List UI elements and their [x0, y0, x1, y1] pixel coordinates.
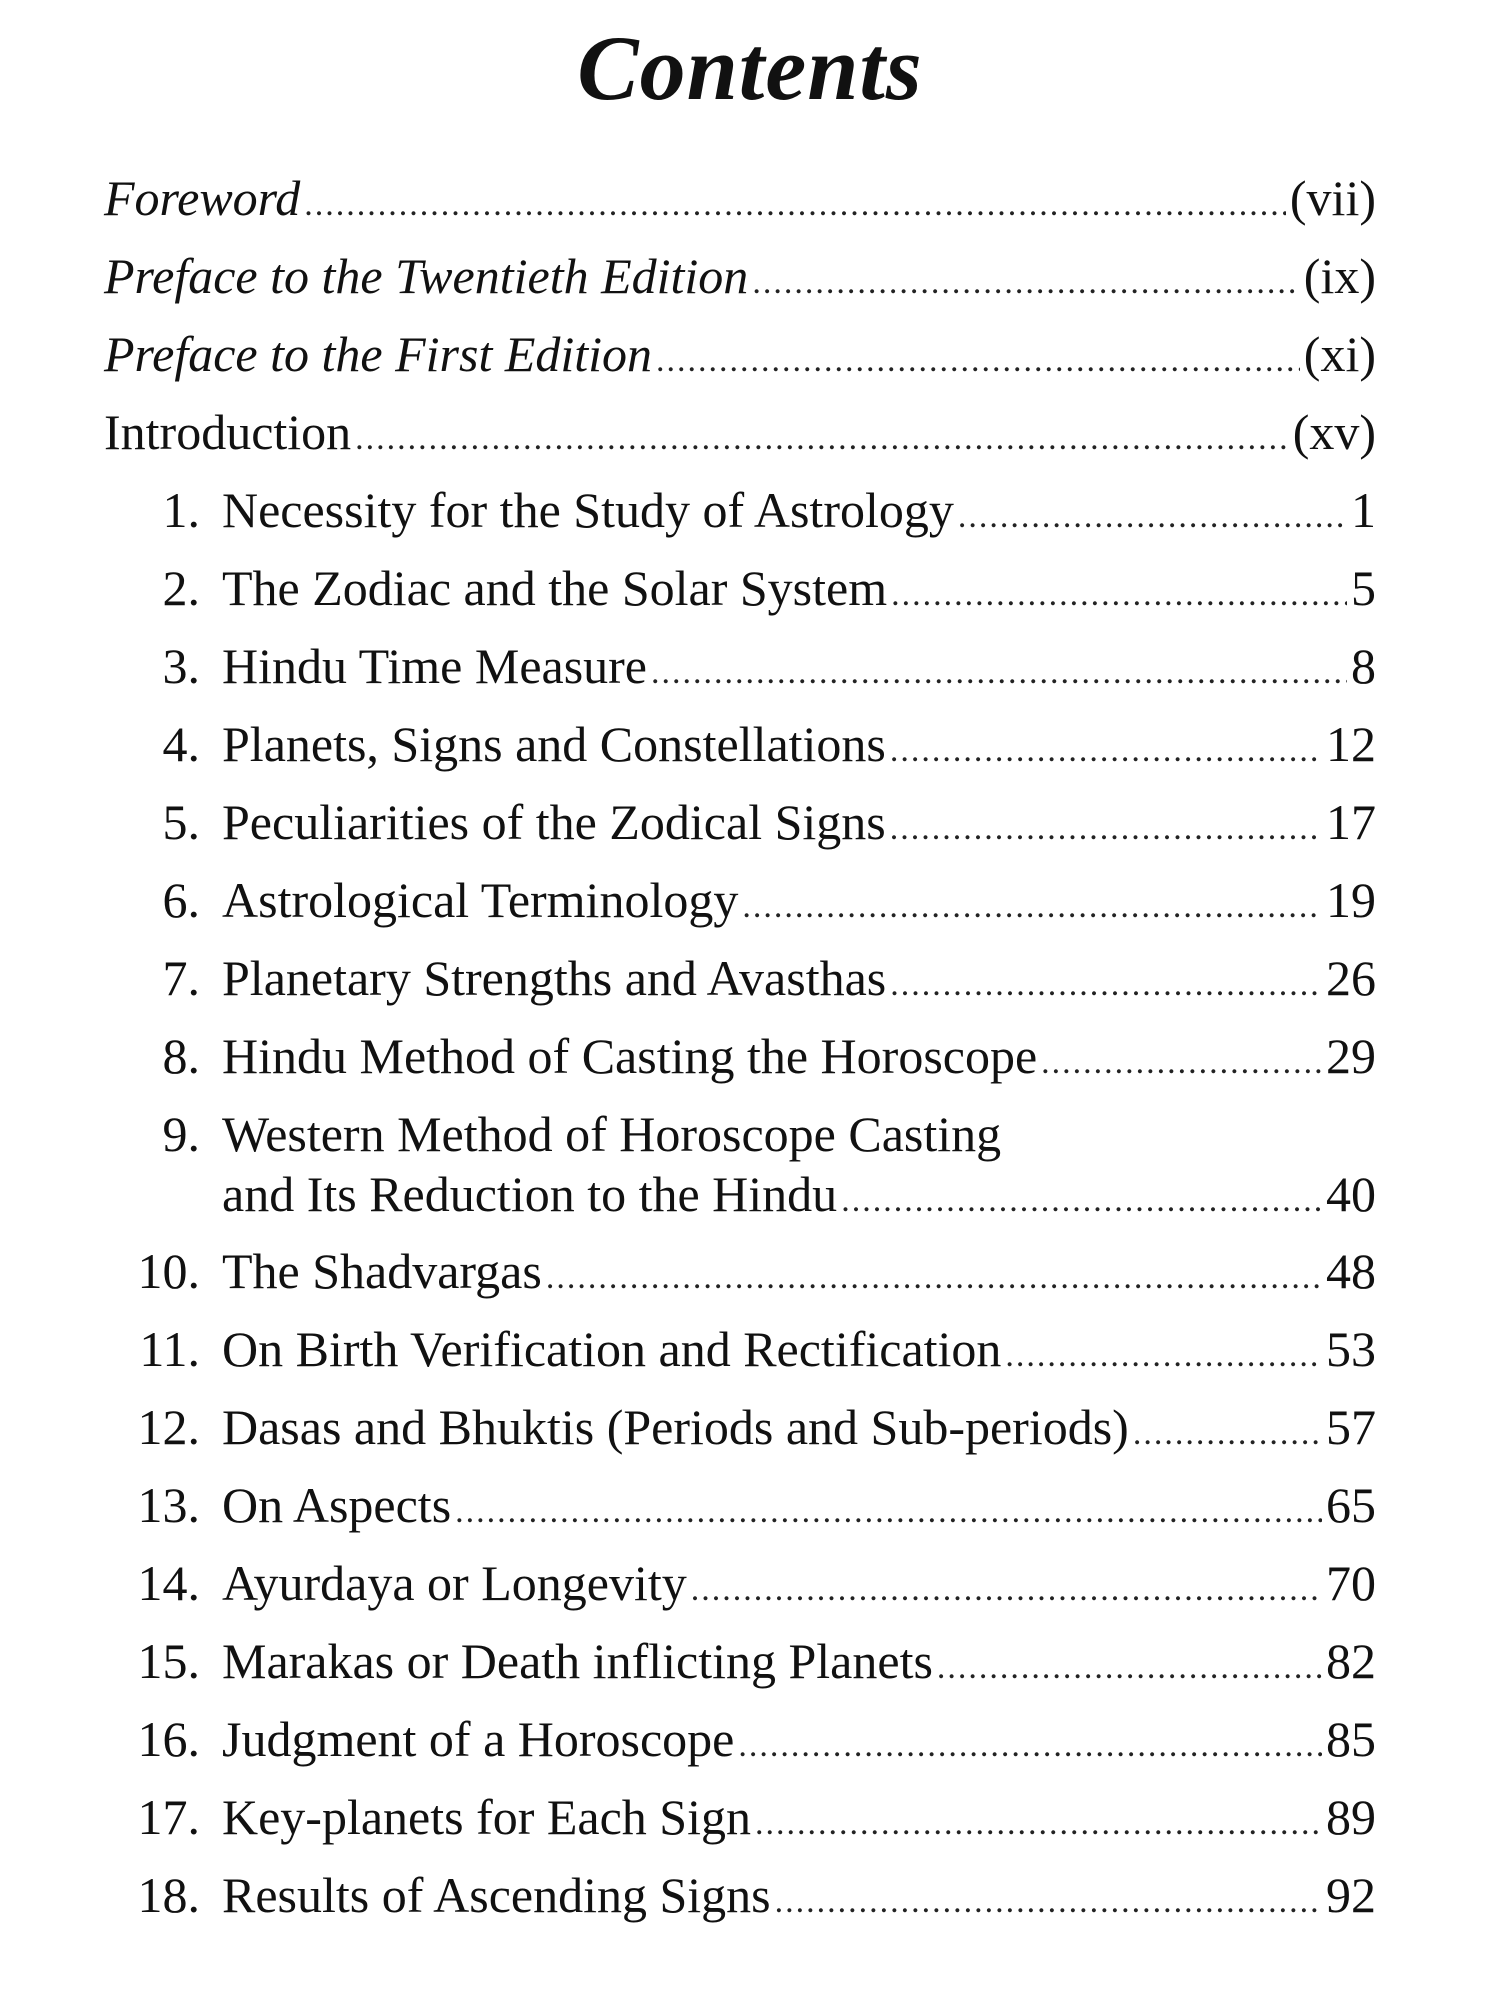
chapter-number: 8. [162, 1028, 200, 1084]
chapter-title: On Aspects [222, 1477, 452, 1533]
dot-leader [890, 721, 1322, 781]
chapter-number: 14. [137, 1555, 200, 1611]
chapter-title: The Zodiac and the Solar System [222, 560, 888, 616]
dot-leader [937, 1638, 1322, 1698]
toc-chapter-entry [104, 714, 1376, 792]
toc-chapter-entry [104, 558, 1376, 636]
dot-leader [841, 1171, 1322, 1231]
toc-chapter-entry [104, 636, 1376, 714]
chapter-number: 17. [137, 1789, 200, 1845]
toc-chapter-entry [104, 1104, 1376, 1241]
toc-entry-preface-twentieth [104, 246, 1376, 324]
toc-entry-page: (xi) [1303, 326, 1376, 382]
dot-leader [752, 253, 1299, 313]
chapter-number: 16. [137, 1711, 200, 1767]
dot-leader [1005, 1326, 1322, 1386]
chapter-title: Marakas or Death inflicting Planets [222, 1633, 933, 1689]
toc-chapter-entry [104, 480, 1376, 558]
toc-entry-title: Introduction [104, 404, 352, 460]
dot-leader [691, 1560, 1322, 1620]
toc-chapter-entry [104, 1397, 1376, 1475]
chapter-title: Hindu Time Measure [222, 638, 647, 694]
chapter-page: 26 [1326, 950, 1376, 1006]
page-title: Contents [577, 17, 923, 119]
chapter-title-line-1: Western Method of Horoscope Casting [222, 1106, 1002, 1162]
chapter-page: 1 [1351, 482, 1376, 538]
chapter-page: 5 [1351, 560, 1376, 616]
chapter-title: Planets, Signs and Constellations [222, 716, 886, 772]
dot-leader [742, 877, 1322, 937]
chapter-page: 85 [1326, 1711, 1376, 1767]
chapter-page: 89 [1326, 1789, 1376, 1845]
dot-leader [304, 175, 1286, 235]
chapter-title: Necessity for the Study of Astrology [222, 482, 954, 538]
toc-chapter-entry [104, 1865, 1376, 1943]
chapter-page: 29 [1326, 1028, 1376, 1084]
dot-leader [656, 331, 1300, 391]
toc-chapter-entry [104, 1631, 1376, 1709]
chapter-title: Results of Ascending Signs [222, 1867, 771, 1923]
chapter-page: 8 [1351, 638, 1376, 694]
toc-chapter-entry [104, 1787, 1376, 1865]
dot-leader [1133, 1404, 1322, 1464]
chapter-number: 9. [162, 1106, 200, 1162]
dot-leader [755, 1794, 1322, 1854]
chapter-page: 70 [1326, 1555, 1376, 1611]
chapter-number: 13. [137, 1477, 200, 1533]
dot-leader [1041, 1033, 1322, 1093]
chapter-page: 12 [1326, 716, 1376, 772]
table-of-contents [104, 168, 1376, 1943]
toc-chapter-entry [104, 792, 1376, 870]
chapter-number: 1. [162, 482, 200, 538]
chapter-title: Hindu Method of Casting the Horoscope [222, 1028, 1038, 1084]
dot-leader [455, 1482, 1322, 1542]
chapter-title: Peculiarities of the Zodical Signs [222, 794, 886, 850]
toc-chapter-entry [104, 1026, 1376, 1104]
toc-chapter-entry [104, 1553, 1376, 1631]
dot-leader [890, 955, 1322, 1015]
toc-entry-title: Preface to the First Edition [104, 326, 653, 382]
toc-entry-page: (ix) [1303, 248, 1376, 304]
chapter-number: 5. [162, 794, 200, 850]
toc-entry-title: Foreword [104, 170, 301, 226]
chapter-page: 82 [1326, 1633, 1376, 1689]
chapter-number: 2. [162, 560, 200, 616]
dot-leader [775, 1872, 1322, 1932]
chapter-title: Key-planets for Each Sign [222, 1789, 752, 1845]
toc-chapter-entry [104, 1319, 1376, 1397]
chapter-title: Ayurdaya or Longevity [222, 1555, 687, 1611]
chapter-title: The Shadvargas [222, 1243, 542, 1299]
toc-entry-introduction [104, 402, 1376, 480]
chapter-number: 12. [137, 1399, 200, 1455]
chapter-title: Planetary Strengths and Avasthas [222, 950, 887, 1006]
dot-leader [958, 487, 1347, 547]
dot-leader [738, 1716, 1322, 1776]
chapter-number: 15. [137, 1633, 200, 1689]
chapter-page: 48 [1326, 1243, 1376, 1299]
chapter-number: 18. [137, 1867, 200, 1923]
chapter-number: 3. [162, 638, 200, 694]
dot-leader [651, 643, 1347, 703]
toc-chapter-entry [104, 1241, 1376, 1319]
dot-leader [891, 565, 1347, 625]
chapter-number: 11. [139, 1321, 200, 1377]
chapter-page: 19 [1326, 872, 1376, 928]
toc-chapter-entry [104, 1475, 1376, 1553]
chapter-page: 92 [1326, 1867, 1376, 1923]
chapter-page: 57 [1326, 1399, 1376, 1455]
chapter-number: 7. [162, 950, 200, 1006]
toc-chapter-entry [104, 948, 1376, 1026]
toc-entry-title: Preface to the Twentieth Edition [104, 248, 749, 304]
dot-leader [355, 409, 1289, 469]
toc-entry-page: (xv) [1292, 404, 1376, 460]
chapter-number: 4. [162, 716, 200, 772]
chapter-title: On Birth Verification and Rectification [222, 1321, 1002, 1377]
chapter-title: Judgment of a Horoscope [222, 1711, 735, 1767]
chapter-title-line-2: and Its Reduction to the Hindu [222, 1166, 838, 1222]
toc-entry-foreword [104, 168, 1376, 246]
chapter-page: 40 [1326, 1166, 1376, 1222]
chapter-number: 6. [162, 872, 200, 928]
chapter-page: 17 [1326, 794, 1376, 850]
chapter-page: 65 [1326, 1477, 1376, 1533]
chapter-title: Dasas and Bhuktis (Periods and Sub-periods) [222, 1399, 1129, 1455]
toc-entry-preface-first [104, 324, 1376, 402]
toc-chapter-entry [104, 1709, 1376, 1787]
dot-leader [890, 799, 1322, 859]
chapter-number: 10. [137, 1243, 200, 1299]
chapter-page: 53 [1326, 1321, 1376, 1377]
toc-entry-page: (vii) [1289, 170, 1376, 226]
chapter-title: Astrological Terminology [222, 872, 739, 928]
toc-chapter-entry [104, 870, 1376, 948]
dot-leader [546, 1248, 1322, 1308]
